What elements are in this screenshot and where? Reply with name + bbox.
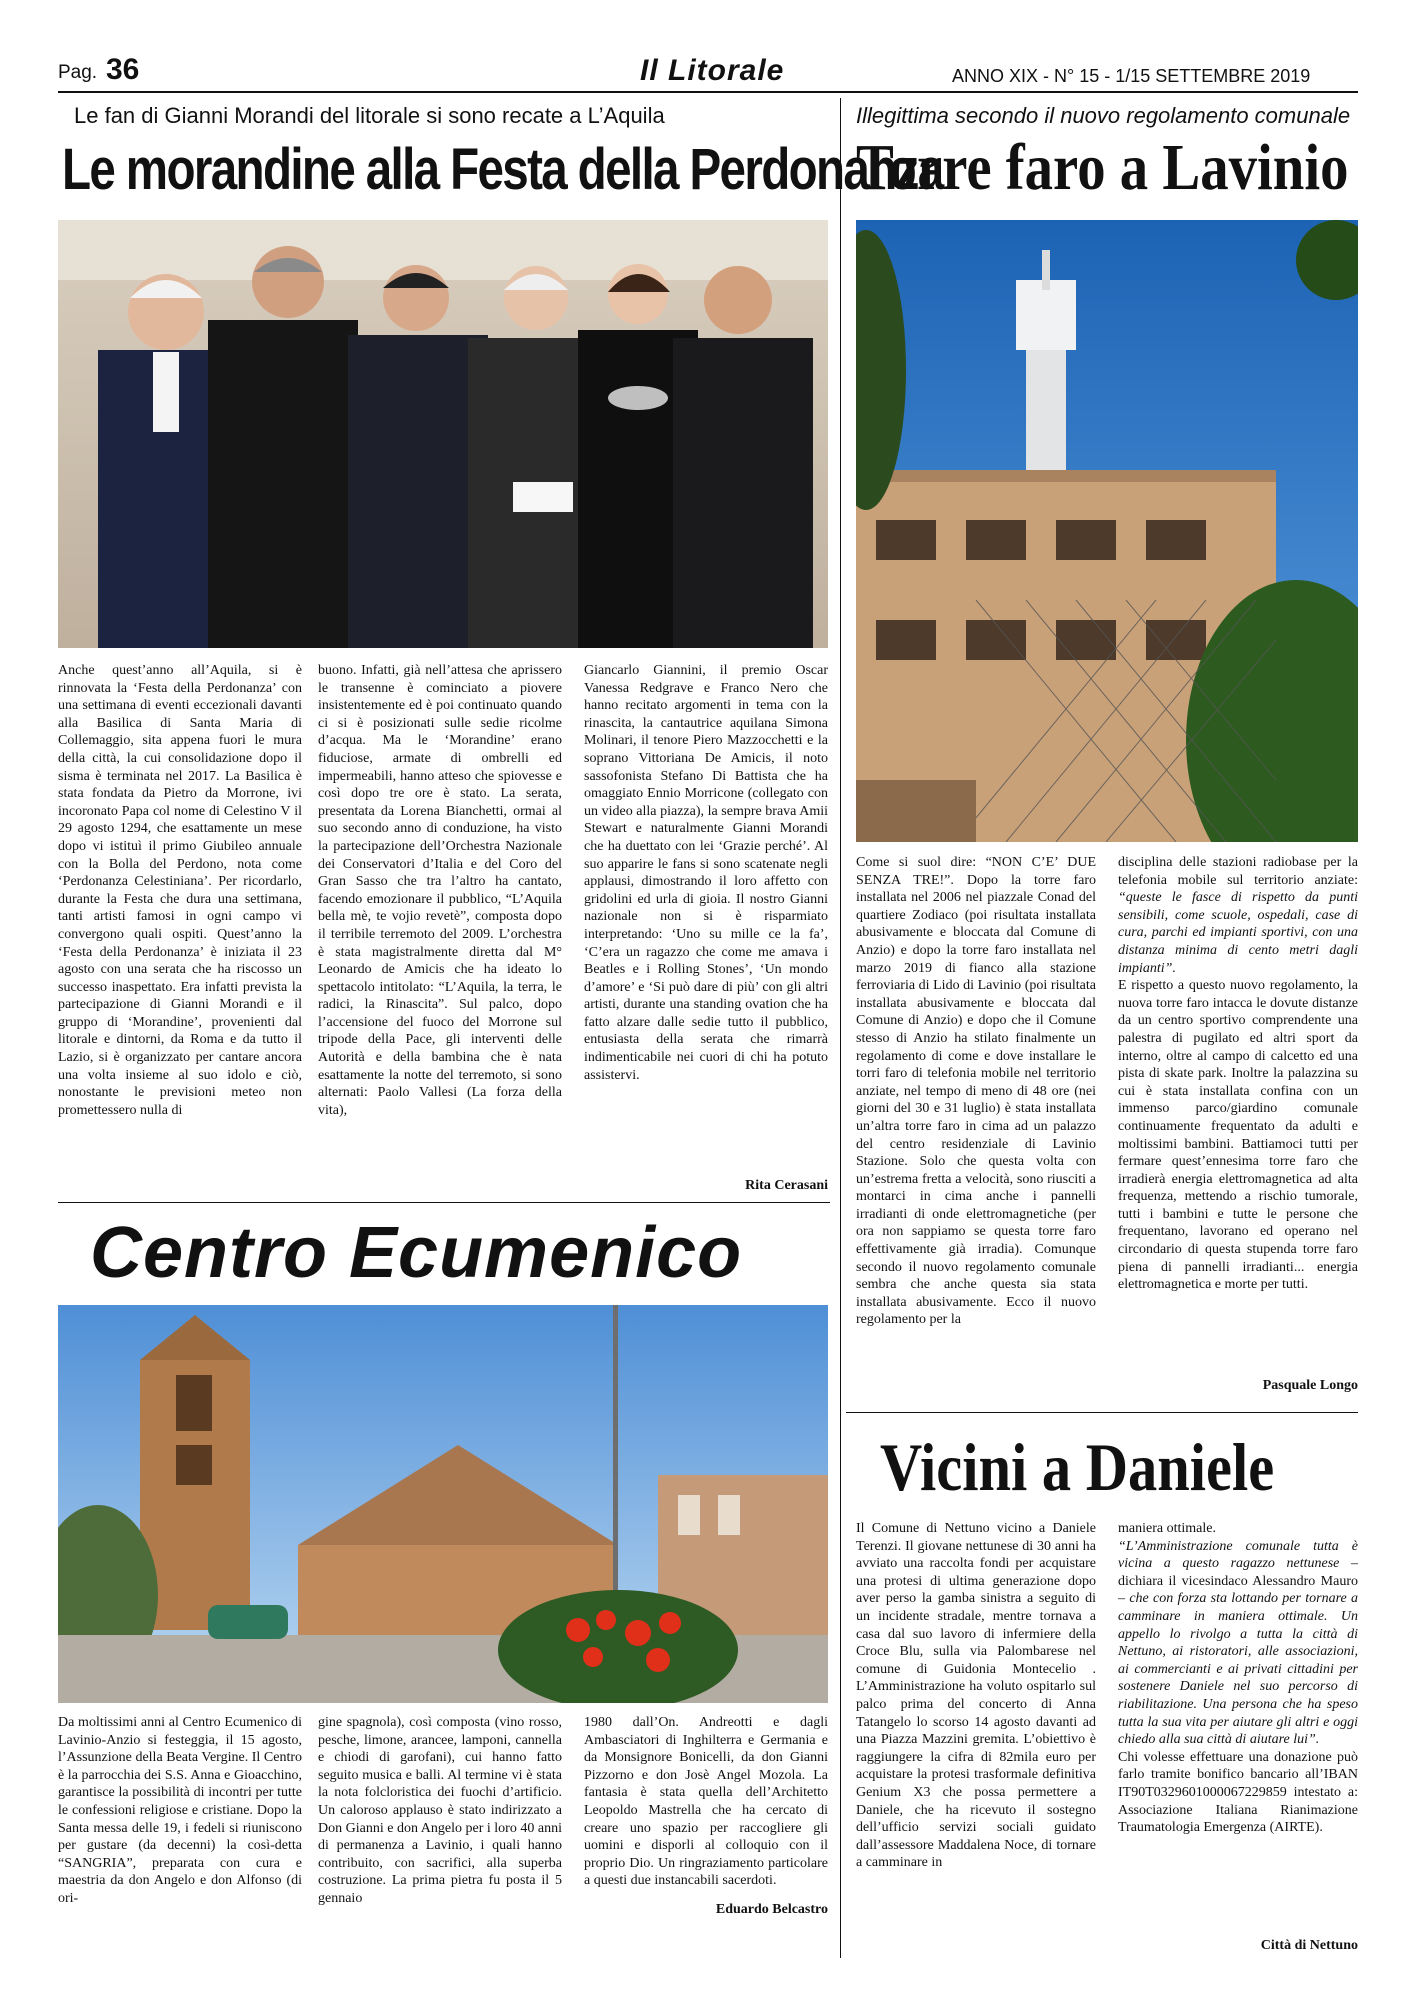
- centro-title: Centro Ecumenico: [90, 1213, 743, 1293]
- page-number: 36: [106, 53, 140, 86]
- daniele-col-2-lead: maniera ottimale.: [1118, 1521, 1216, 1536]
- torre-col-2-lead: disciplina delle stazioni radiobase per la telefonia mobile sul territorio anziate:: [1118, 855, 1358, 888]
- morandine-col-1: Anche quest’anno all’Aquila, si è rinnovata la ‘Festa della Perdonanza’ con una settimana di eventi eccezionali davanti alla Basilica di Santa Maria di Collemaggio, sita appena fuori le mura della città, la cui consolidazione dopo il sisma è terminata nel 2017. La Basilica è stata fondata da Pietro da Morrone, ivi incoronato Papa col nome di Celestino V il 29 agosto 1294, che esattamente un mese dopo vi istituì il primo Giubileo annuale con la Bolla del Perdono, nota come ‘Perdonanza Celestiniana’. Per ricordarlo, durante la Festa che dura una settimana, tanti artisti famosi in ogni campo vi convergono quali ospiti. Quest’anno la ‘Festa della Perdonanza’ è iniziata il 23 agosto con una serata che ha riscosso un successo inaspettato. Era infatti prevista la partecipazione di Gianni Morandi e il gruppo di ‘Morandine’, provenienti dal litorale e dintorni, da Roma e da tutto il Lazio, si è organizzato per cantare ancora una volta insieme al suo idolo e ciò, nonostante le previsioni meteo non promettessero nulla di: [58, 663, 302, 1118]
- daniele-title: Vicini a Daniele: [880, 1429, 1275, 1505]
- morandine-col-2: buono. Infatti, già nell’attesa che aprissero le transenne è cominciato a piovere insistentemente ed è poi continuato quando ci si è posizionati sulle sedie ricolme d’acqua. Ma le ‘Morandine’ erano fiduciose, armate di ombrelli ed impermeabili, hanno atteso che spiovesse e così dopo tre ore è stato. La serata, presentata da Lorena Bianchetti, ormai al suo secondo anno di conduzione, ha visto la partecipazione dell’Orchestra Nazionale dei Conservatori d’Italia e del Coro del Gran Sasso che tra l’altro ha cantato, facendo emozionare il pubblico, “L’Aquila bella mè, te vojio revetè”, composta dopo il terribile terremoto del 2009. L’orchestra è stata magistralmente diretta dal M° Leonardo de Amicis che ha ideato lo spettacolo intitolato: “L’Aquila, la terra, le radici, la Rinascita”. Sul palco, dopo l’accensione del fuoco del Morrone sul tripode della Pace, gli interventi delle Autorità e della bambina che è nata esattamente la notte del terremoto, si sono alternati: Paolo Vallesi (La forza della vita),: [318, 663, 562, 1118]
- header-rule: [58, 91, 1358, 93]
- torre-author: Pasquale Longo: [1262, 1378, 1358, 1393]
- morandine-group-photo: [58, 220, 828, 648]
- morandine-author: Rita Cerasani: [745, 1178, 828, 1193]
- torre-col-2-body: E rispetto a questo nuovo regolamento, la nuova torre faro intacca le dovute distanze da un centro sportivo comprendente una palestra di pugilato ed altri sport da interno, oltre al campo di calcetto ed una pista di skate park. Inoltre la palazzina su cui è stata installata confina con un immenso parco/giardino comunale continuamente frequentato da adulti e moltissimi bambini. Battiamoci tutti per fermare quest’ennesima torre faro che irradierà energia elettromagnetica ad alta frequenza, mettendo a rischio tumorale, tutti i bambini e tutte le persone che frequentano, lavorano ed operano nel circondario di questa stupenda torre faro piena di pannelli irradianti... energia elettromagnetica e morte per tutti.: [1118, 978, 1358, 1293]
- daniele-col-2-quote-2: che con forza sta lottando per tornare a camminare in maniera ottimale. Un appello lo rivolgo a tutta la città di Nettuno, ai ristoratori, alle associazioni, ai commercianti e ai privati cittadini per sostenere Daniele nel suo percorso di riabilitazione. Una persona che ha speso tutta la sua vita per aiutare gli altri e oggi chiedo alla sua città di aiutare lui”.: [1118, 1591, 1359, 1748]
- torre-kicker: Illegittima secondo il nuovo regolamento comunale: [856, 103, 1351, 128]
- torre-col-2: [1118, 854, 1358, 1294]
- torre-col-1: Come si suol dire: “NON C’E’ DUE SENZA TRE!”. Dopo la torre faro installata nel 2006 nel piazzale Conad del quartiere Zodiaco (poi risultata installata abusivamente e bloccata dal Comune di Anzio) e dopo la torre faro installata nel marzo 2019 di fianco alla stazione ferroviaria di Lido di Lavinio (poi risultata installata abusivamente e bloccata dal Comune di Anzio) e dopo che il Comune stesso di Anzio ha stilato finalmente un regolamento di come e dove installare le torri faro di telefonia mobile nel territorio anziate, nel tempo di meno di 48 ore (nei giorni del 30 e 31 luglio) è stata installata un’altra torre faro in cima ad un palazzo del centro residenziale di Lavinio Stazione. Solo che questa volta con un’estrema fretta a velocità, sono riusciti a montarci in cima anche i pannelli irradianti di onde elettromagnetiche (per ora non sappiamo se questa torre faro effettivamente già irradia). Comunque secondo il nuovo regolamento comunale sembra che anche questa sia stata installata abusivamente. Ecco il nuovo regolamento per la: [856, 855, 1096, 1328]
- section-rule-right: [846, 1412, 1358, 1413]
- torre-tower-photo: [856, 220, 1358, 842]
- daniele-author: Città di Nettuno: [1260, 1938, 1358, 1953]
- centro-author: Eduardo Belcastro: [715, 1902, 828, 1917]
- issue-line: ANNO XIX - N° 15 - 1/15 SETTEMBRE 2019: [952, 66, 1311, 86]
- centro-church-photo: [58, 1305, 828, 1703]
- daniele-col-1: Il Comune di Nettuno vicino a Daniele Terenzi. Il giovane nettunese di 30 anni ha avviato una raccolta fondi per acquistare una protesi di ultima generazione dopo aver perso la gamba sinistra a seguito di un incidente stradale, mentre tornava a casa dal suo lavoro di infermiere della Croce Blu, sulla via Palombarese nel comune di Guidonia Montecelio . L’Amministrazione ha voluto ospitarlo sul palco prima del concerto di Anna Tatangelo lo scorso 14 agosto davanti ad una Piazza Mazzini gremita. L’obiettivo è raggiungere la cifra di 82mila euro per acquistare la protesi trasformale definitiva Genium X3 che possa permettere a Daniele, che ha ricevuto il sostegno dell’ufficio servizi sociali guidato dall’assessore Maddalena Noce, di tornare a camminare in: [856, 1521, 1096, 1871]
- page-label: Pag.: [58, 62, 98, 83]
- section-rule-left: [58, 1202, 830, 1203]
- daniele-col-2: [1118, 1520, 1358, 1837]
- morandine-kicker: Le fan di Gianni Morandi del litorale si sono recate a L’Aquila: [74, 103, 665, 128]
- morandine-col-3: Giancarlo Giannini, il premio Oscar Vanessa Redgrave e Franco Nero che hanno recitato argomenti in tema con la rinascita, la cantautrice aquilana Simona Molinari, il tenore Piero Mazzocchetti e la soprano Vittoriana De Amicis, il noto sassofonista Stefano Di Battista che ha omaggiato Ennio Morricone (collegato con un video alla piazza), la sempre brava Amii Stewart e naturalmente Gianni Morandi che ha duettato con lei ‘Grazie perché’. Al suo apparire le fans si sono scatenate negli applausi, dimostrando il loro affetto con gridolini ed urla di gioia. Il nostro Gianni nazionale non si è risparmiato interpretando: ‘Uno su mille ce la fa’, ‘C’era un ragazzo che come me amava i Beatles e i Rolling Stones’, ‘Un mondo d’amore’ e ‘Si può dare di più’ con gli altri artisti, durante una standing ovation che ha fatto alzare dalle sedie tutto il pubblico, entusiasta della serata che rimarrà indimenticabile nei cuori di chi ha potuto assistervi.: [584, 663, 828, 1083]
- torre-col-2-quote: “queste le fasce di rispetto da punti sensibili, come scuole, ospedali, case di cura, parchi ed impianti sportivi, con una distanza minima di cento metri dagli impianti”.: [1118, 890, 1358, 976]
- morandine-title: Le morandine alla Festa della Perdonanza: [62, 137, 943, 202]
- torre-title: Torre faro a Lavinio: [856, 131, 1349, 204]
- daniele-col-2-quote-1: “L’Amministrazione comunale tutta è vicina a questo ragazzo nettunese: [1118, 1538, 1358, 1572]
- centro-col-3: 1980 dall’On. Andreotti e dagli Ambasciatori di Inghilterra e Germania e da Monsignore Bonicelli, da don Gianni Pizzorno e don Josè Angel Mozola. La fantasia è stata quella dell’Architetto Leopoldo Mastrella che ha cercato di creare uno spazio per raccogliere gli uomini e disporli al colloquio con il proprio Dio. Un ringraziamento particolare a questi due instancabili sacerdoti.: [584, 1715, 828, 1889]
- centro-col-1: Da moltissimi anni al Centro Ecumenico di Lavinio-Anzio si festeggia, il 15 agosto, l’Assunzione della Beata Vergine. Il Centro è la parrocchia dei S.S. Anna e Gioacchino, garantisce la possibilità di incontri per tutte le confessioni religiose e cristiane. Dopo la Santa messa delle 19, i fedeli si riuniscono per gustare (da decenni) la così-detta “SANGRIA”, preparata con cura e maestria da don Angelo e don Alfonso (di ori-: [58, 1715, 302, 1906]
- daniele-col-2-donation: Chi volesse effettuare una donazione può farlo tramite bonifico bancario all’IBAN IT90T0329601000067229859 intestato a: Associazione Italiana Rianimazione Traumatologia Emergenza (AIRTE).: [1118, 1749, 1358, 1836]
- column-divider: [840, 98, 841, 1958]
- centro-col-2: gine spagnola), così composta (vino rosso, pesche, limone, arancee, lamponi, cannella e chiodi di garofani), cui hanno fatto seguito musica e balli. Al termine vi è stata la nota folcloristica dei fuochi d’artificio. Un caloroso applauso è stato indirizzato a Don Gianni e don Angelo per i loro 40 anni di permanenza a Lavinio, i quali hanno contribuito, con sacrifici, alla superba costruzione. La prima pietra fu posta il 5 gennaio: [318, 1715, 562, 1906]
- masthead: Il Litorale: [640, 54, 785, 87]
- daniele-col-2-attribution: – dichiara il vicesindaco Alessandro Mauro –: [1118, 1556, 1358, 1607]
